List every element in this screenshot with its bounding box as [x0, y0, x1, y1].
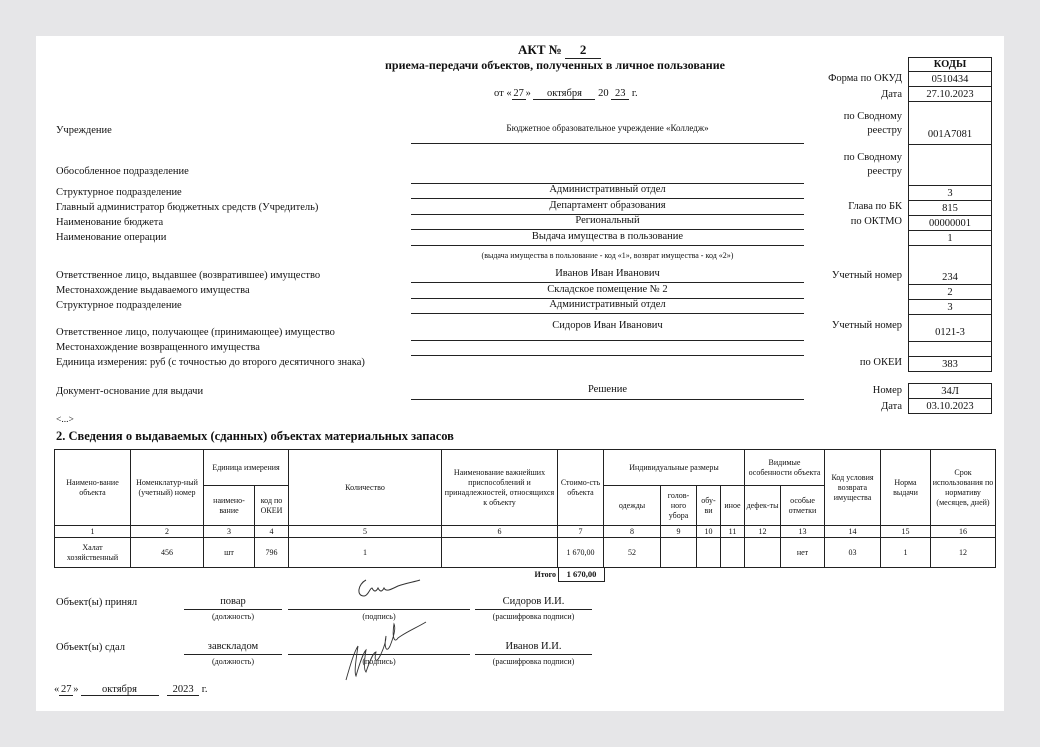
col-num: 6 — [442, 526, 558, 538]
th-cost: Стоимо-сть объекта — [558, 450, 604, 526]
date-label: Дата — [881, 89, 902, 100]
section2-title: 2. Сведения о выдаваемых (сданных) объектах материальных запасов — [56, 429, 454, 443]
date-code: 27.10.2023 — [908, 86, 992, 102]
cell-size-clothes: 52 — [604, 538, 661, 568]
col-num: 2 — [131, 526, 204, 538]
account-code-2: 0121-3 — [908, 314, 992, 342]
column-number-row — [55, 526, 996, 538]
col-num: 11 — [721, 526, 745, 538]
glava-code: 815 — [908, 200, 992, 216]
col-num: 1 — [55, 526, 131, 538]
operation-value: Выдача имущества в пользование — [411, 231, 804, 246]
ellipsis-marker: <...> — [56, 415, 74, 425]
th-name: Наимено-вание объекта — [55, 450, 131, 526]
number-label: Номер — [872, 385, 902, 396]
date-year-suffix: 23 — [611, 88, 629, 100]
accepted-label: Объект(ы) принял — [56, 597, 138, 608]
date-year-prefix: 20 — [598, 88, 609, 99]
registry-label-1: по Сводному реестру — [843, 111, 902, 136]
act-date — [494, 88, 638, 100]
footer-date-open: « — [54, 684, 60, 695]
cell-cost: 1 670,00 — [558, 538, 604, 568]
codes-title: КОДЫ — [908, 57, 992, 72]
act-label: АКТ № — [518, 42, 562, 57]
accepted-position: повар — [184, 596, 282, 610]
registry-label-2: по Сводному реестру — [843, 152, 902, 177]
unit-label: Единица измерения: руб (с точностью до второго десятичного знака) — [56, 357, 365, 368]
struct-code-2: 3 — [908, 299, 992, 315]
col-num: 16 — [931, 526, 996, 538]
cell-accessories — [442, 538, 558, 568]
date-open: от « — [494, 88, 512, 99]
receiver-label: Ответственное лицо, получающее (принимающее) имущество — [56, 327, 335, 338]
cell-size-other — [721, 538, 745, 568]
th-nomenclature: Номенклатур-ный (учетный) номер — [131, 450, 204, 526]
th-size-hat: голов-ного убора — [661, 486, 697, 526]
operation-code: 1 — [908, 230, 992, 246]
registry-code-2 — [908, 144, 992, 186]
th-unit-okei: код по ОКЕИ — [255, 486, 289, 526]
institution-value: Бюджетное образовательное учреждение «Колледж» — [411, 123, 804, 144]
institution-label: Учреждение — [56, 125, 112, 136]
col-num: 3 — [204, 526, 255, 538]
cell-notes: нет — [781, 538, 825, 568]
registry-code-1: 001A7081 — [908, 101, 992, 145]
date-close: » — [525, 88, 531, 99]
budget-value: Региональный — [411, 215, 804, 230]
okei-label: по ОКЕИ — [859, 357, 902, 368]
caption-signature: (подпись) — [362, 612, 396, 621]
cell-unit-name: шт — [204, 538, 255, 568]
caption-decode: (расшифровка подписи) — [492, 612, 575, 621]
col-num: 9 — [661, 526, 697, 538]
th-unit-name: наимено-вание — [204, 486, 255, 526]
th-accessories: Наименование важнейших приспособлений и принадлежностей, относящихся к объекту — [442, 450, 558, 526]
issue-location-value: Складское помещение № 2 — [411, 284, 804, 299]
footer-date — [54, 684, 208, 696]
oktmo-label: по ОКТМО — [850, 216, 902, 227]
okei-code: 383 — [908, 356, 992, 372]
footer-date-close: » — [73, 684, 79, 695]
admin-label: Главный администратор бюджетных средств (Учредитель) — [56, 202, 319, 213]
basis-number: 34Л — [908, 383, 992, 399]
oktmo-code: 00000001 — [908, 215, 992, 231]
document-page — [36, 36, 1004, 711]
col-num: 5 — [289, 526, 442, 538]
caption-decode: (расшифровка подписи) — [492, 657, 575, 666]
separate-unit-label: Обособленное подразделение — [56, 166, 189, 177]
operation-hint: (выдача имущества в пользование - код «1», возврат имущества - код «2») — [481, 251, 734, 260]
th-features-group: Видимые особенности объекта — [745, 450, 825, 486]
account-code-1: 234 — [908, 245, 992, 285]
issuer-label: Ответственное лицо, выдавшее (возвратившее) имущество — [56, 270, 321, 281]
act-title — [518, 42, 601, 59]
th-notes: особые отметки — [781, 486, 825, 526]
cell-name: Халат хозяйственный — [55, 538, 131, 568]
okud-code: 0510434 — [908, 71, 992, 87]
date-month: октября — [533, 88, 595, 100]
cell-norm: 1 — [881, 538, 931, 568]
basis-label: Документ-основание для выдачи — [56, 386, 204, 397]
cell-size-hat — [661, 538, 697, 568]
return-location-label: Местонахождение возвращенного имущества — [56, 342, 260, 353]
caption-position: (должность) — [212, 657, 254, 666]
glava-label: Глава по БК — [848, 201, 902, 212]
total-value: 1 670,00 — [558, 568, 605, 582]
cell-size-shoes — [697, 538, 721, 568]
th-size-shoes: обу-ви — [697, 486, 721, 526]
col-num: 14 — [825, 526, 881, 538]
struct-unit-label: Структурное подразделение — [56, 187, 182, 198]
footer-date-day: 27 — [61, 684, 72, 695]
date-year-unit: г. — [631, 88, 638, 99]
th-defects: дефек-ты — [745, 486, 781, 526]
table-row — [55, 538, 996, 568]
col-num: 13 — [781, 526, 825, 538]
account-label-1: Учетный номер — [831, 270, 902, 281]
caption-signature: (подпись) — [362, 657, 396, 666]
col-num: 7 — [558, 526, 604, 538]
struct-code: 3 — [908, 185, 992, 201]
basis-date: 03.10.2023 — [908, 398, 992, 414]
cell-return-code: 03 — [825, 538, 881, 568]
cell-nomenclature: 456 — [131, 538, 204, 568]
signature-handed-icon — [340, 616, 430, 684]
col-num: 15 — [881, 526, 931, 538]
return-location-code — [908, 341, 992, 357]
th-size-other: иное — [721, 486, 745, 526]
struct-unit-2-label: Структурное подразделение — [56, 300, 182, 311]
act-number: 2 — [565, 42, 601, 59]
col-num: 4 — [255, 526, 289, 538]
location-code: 2 — [908, 284, 992, 300]
signature-accepted-icon — [354, 574, 424, 602]
handed-position: завскладом — [184, 641, 282, 655]
struct-unit-value: Административный отдел — [411, 184, 804, 199]
doc-date-label: Дата — [881, 401, 902, 412]
struct-unit-2-value: Административный отдел — [411, 299, 804, 314]
col-num: 12 — [745, 526, 781, 538]
cell-defects — [745, 538, 781, 568]
cell-quantity: 1 — [289, 538, 442, 568]
th-quantity: Количество — [289, 450, 442, 526]
handed-label: Объект(ы) сдал — [56, 642, 125, 653]
budget-label: Наименование бюджета — [56, 217, 164, 228]
th-sizes-group: Индивидуальные размеры — [604, 450, 745, 486]
cell-term: 12 — [931, 538, 996, 568]
th-return-code: Код условия возврата имущества — [825, 450, 881, 526]
admin-value: Департамент образования — [411, 200, 804, 215]
col-num: 8 — [604, 526, 661, 538]
footer-date-year: 2023 — [167, 684, 199, 696]
issue-location-label: Местонахождение выдаваемого имущества — [56, 285, 250, 296]
caption-position: (должность) — [212, 612, 254, 621]
account-label-2: Учетный номер — [831, 320, 902, 331]
th-norm: Норма выдачи — [881, 450, 931, 526]
th-term: Срок использования по нормативу (месяцев, дней) — [931, 450, 996, 526]
basis-value: Решение — [411, 384, 804, 400]
th-unit-group: Единица измерения — [204, 450, 289, 486]
cell-unit-okei: 796 — [255, 538, 289, 568]
issuer-value: Иванов Иван Иванович — [411, 268, 804, 283]
okud-label: Форма по ОКУД — [828, 73, 902, 84]
header-row-1 — [55, 450, 996, 486]
operation-label: Наименование операции — [56, 232, 167, 243]
act-subtitle: приема-передачи объектов, полученных в личное пользование — [385, 58, 725, 72]
date-day: 27 — [513, 88, 524, 99]
receiver-value: Сидоров Иван Иванович — [411, 320, 804, 341]
th-size-clothes: одежды — [604, 486, 661, 526]
footer-date-unit: г. — [201, 684, 208, 695]
footer-date-month: октября — [81, 684, 159, 696]
total-label: Итого — [534, 570, 556, 579]
col-num: 10 — [697, 526, 721, 538]
separate-unit-value — [411, 170, 804, 184]
handed-name: Иванов И.И. — [475, 641, 592, 655]
return-location-value — [411, 342, 804, 356]
accepted-name: Сидоров И.И. — [475, 596, 592, 610]
materials-table — [54, 449, 996, 568]
